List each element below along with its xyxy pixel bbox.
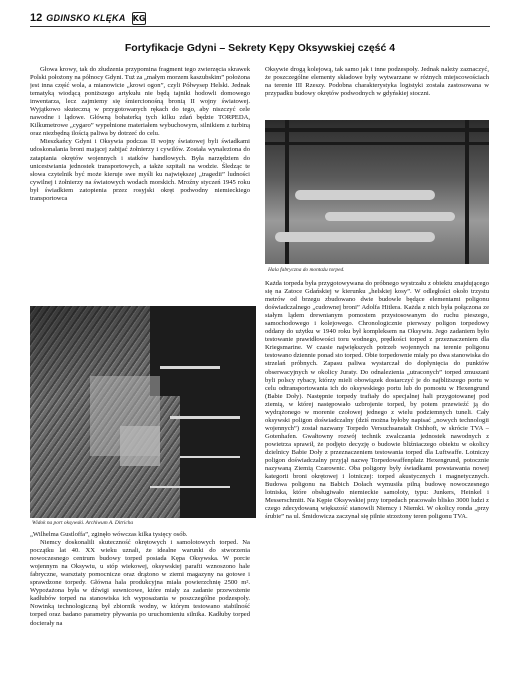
magazine-logo-icon: KG bbox=[132, 13, 146, 23]
aerial-port-photo bbox=[30, 306, 256, 518]
aerial-photo-caption: Widok na port oksywski. Archiwum A. Ditricha bbox=[32, 520, 134, 526]
factory-hall-photo bbox=[265, 120, 489, 264]
paragraph: Każda torpeda była przygotowywana do próbnego wystrzału z obiektu znajdującego się na Zatoce Gdańskiej w kierunku „helskiej kosy”. W odległości około trzystu metrów od brzegu zbudowano dwie budowle będące elementami poligonu doświadczalnego „cudownej broni” Adolfa Hitlera. Każda z nich była połączona ze stałym lądem drewnianym pomostem przystosowanym do ruchu pieszego, samochodowego i kolejowego. Chronologicznie pierwszy poligon torpedowy oddany do użytku w 1940 roku był kompleksem na Oksywiu. Jego zadaniem było testowanie prawidłowości toru wodnego, prędkości torped z przeznaczeniem dla Kriegsmarine. W czasie największych potrzeb wojennych na terenie poligonu testowano dziennie ponad sto torped. Obie torpedownie miały po dwa stanowiska do strzelań próbnych. Zapasu paliwa wystarczał do dopłynięcia do punktów obserwacyjnych w okolicy Juraty. Do odnalezienia „utraconych” torped zmuszani byli polscy rybacy, którzy mieli obowiązek dostarczyć je do najbliższego portu w celu odtransportowania ich do oksywskiego portu lub do pomostu w Hexengrund (Babie Doły). Następnie torpedy trafiały do specjalnej hali przygotowanej pod ziemią, w której następowało uzbrojenie torped, by potem przewieźć ją do wydrążonego w morenie czołowej jednego z wielu podziemnych tuneli. Cały oksywski poligon doświadczalny (dziś można byłoby napisać „nowych technologii wojennych”) został nazwany Torpedo Versuchsanstalt Oxhhoft, w skrócie TVA – Gotenhafen. Gwałtowny rozwój technik zwalczania jednostek nawodnych z powietrza sprawił, że podjęto decyzję o budowie bliźniaczego obiektu w okolicy dzielnicy Babie Doły z przeznaczeniem testowania torped dla Luftwaffe. Lotniczy poligon doświadczalny przyjął nazwę Torpedowaffenplatz Hexengrund, potocznie nazywaną Ziemią Czarownic. Oba poligony były świadkami powstawania nowej kategorii broni okrętowej i lotniczej: torped akustycznych i magnetycznych. Budowa poligonu na Babich Dołach wymusiła pilną budowę nowoczesnego lotniska, które obsługiwało niemieckie samoloty, typu: Junkers, Heinkel i Messerschmitt. Na Kępie Oksywskiej przy torpedach pracowało blisko 3000 ludzi z czego zdecydowaną większość stanowili Niemcy i Niemki. W okolicy ronda „przy śrubie” na ul. Śmidowicza zaczynał się pilnie strzeżony teren poligonu TVA. bbox=[265, 280, 489, 521]
paragraph: Oksywie drogą kolejową, tak samo jak i inne podzespoły. Jednak należy zaznaczyć, że poszczególne elementy składowe były wytwarzane w różnych miejscowościach na terenie III Rzeszy. Podobna charakterystyka logistyki została zastosowana w przypadku budowy okrętów podwodnych w gdyńskiej stoczni. bbox=[265, 66, 489, 98]
paragraph: Mieszkańcy Gdyni i Oksywia podczas II wojny światowej byli świadkami udoskonalania broni mającej zabijać żołnierzy i cywilów. Została wynaleziona do zatapiania okrętów wojennych i statków handlowych. Była narzędziem do unicestwiania jednostek transportowych, a także szpitali na wodzie. Śledząc te słowa czytelnik być może kieruje swe myśli ku największej „tragedii” ludności cywilnej i żołnierzy na światowych wodach morskich. Mroźny styczeń 1945 roku był świadkiem zatopienia przez rosyjski okręt podwodny niemieckiego transportowca bbox=[30, 138, 250, 202]
left-column-top bbox=[30, 66, 250, 304]
magazine-title: GDINSKO KLĘKA bbox=[46, 13, 126, 23]
right-column-bottom bbox=[265, 280, 489, 695]
paragraph: Niemcy doskonalili skuteczność okrętowych i samolotowych torped. Na początku lat 40. XX wieku uznali, że idealne warunki do stworzenia nowoczesnego centrum budowy torped posiada Kępa Oksywska. W porcie wojennym na Oksywiu, u stóp wiekowej, oksywskiej parafii wznoszono hale fabryczne, warsztaty pomocnicze oraz drążono w ziemi magazyny na gotowe i sprawdzone torpedy. Główna hala produkcyjna miała powierzchnię 2500 m². Wypożażona była w dźwigi suwnicowe, które miały za zadanie przewożenie kadłubów torped na stanowiska ich wyposażania w poszczególne podzespoły. Nowinką technologiczną był zbiornik wodny, w którym testowano stabilność torped oraz badano parametry pływania po uruchomieniu silnika. Kadłuby torped docierały na bbox=[30, 539, 250, 627]
page-number: 12 bbox=[30, 12, 43, 24]
article-title: Fortyfikacje Gdyni – Sekrety Kępy Oksywskiej część 4 bbox=[124, 42, 396, 54]
left-column-bottom bbox=[30, 531, 250, 695]
page-header bbox=[30, 10, 490, 27]
hall-photo-caption: Hala fabryczna do montażu torped. bbox=[268, 267, 345, 273]
paragraph: „Wilhelma Gustloffa”, zginęło wówczas kilka tysięcy osób. bbox=[30, 531, 188, 538]
paragraph: Głowa krowy, tak do złudzenia przypomina fragment tego zwierzęcia skrawek Polski położony na północy Gdyni. Tuż za „małym morzem kaszubskim” położona jest inna część wola, a mianowicie „krowi ogon”, czyli Półwysep Helski. Jednak tematyką wiodącą poniższego artykułu nie będą tajniki hodowli domowego inwentarza, lecz zajmiemy się śmiercionośną bronią II wojny światowej. Wyjątkowo skuteczną w przygotowanych rękach do tego, aby niszczyć cele nawodne i lądowe. Główną bohaterką tych kilku zdań będzie TORPEDA, Kilkumetrowe „cygaro” wypełnione materiałem wybuchowym, silnikiem z turbiną oraz niezbędną ilością paliwa by dotrzeć do celu. bbox=[30, 66, 250, 138]
right-column-top bbox=[265, 66, 489, 116]
